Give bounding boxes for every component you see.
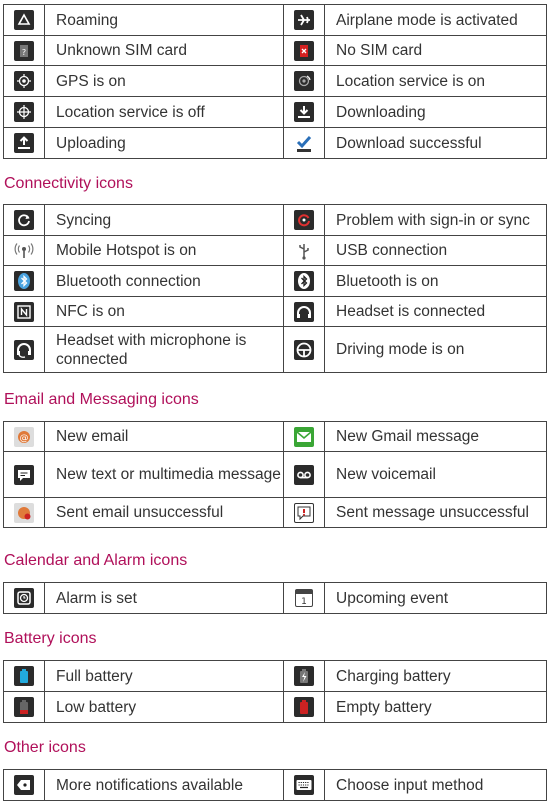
icon-description: New Gmail message — [325, 422, 547, 452]
icon-description: Roaming — [45, 5, 284, 36]
roaming-icon — [14, 10, 34, 30]
table-row — [4, 128, 547, 159]
driving-mode-icon — [294, 340, 314, 360]
table-row — [4, 583, 547, 614]
charging-battery-icon — [294, 666, 314, 686]
icon-description: Sent email unsuccessful — [45, 498, 284, 528]
table-row — [4, 498, 547, 528]
email-messaging-heading: Email and Messaging icons — [4, 391, 199, 408]
email-messaging-table — [3, 421, 547, 528]
icon-description: New email — [45, 422, 284, 452]
headset-icon — [294, 302, 314, 322]
gps-icon — [14, 71, 34, 91]
bluetooth-on-icon — [294, 271, 314, 291]
table-row — [4, 327, 547, 373]
other-heading: Other icons — [4, 739, 86, 756]
icon-description: Alarm is set — [45, 583, 284, 614]
svg-text:1: 1 — [301, 597, 307, 607]
calendar-icon — [295, 589, 313, 607]
status-icons-table — [3, 4, 547, 159]
icon-description: Unknown SIM card — [45, 36, 284, 66]
uploading-icon — [14, 133, 34, 153]
no-sim-icon — [294, 41, 314, 61]
table-row — [4, 297, 547, 327]
gmail-icon — [294, 427, 314, 447]
more-notifications-icon — [14, 775, 34, 795]
table-row — [4, 5, 547, 36]
calendar-alarm-heading: Calendar and Alarm icons — [4, 552, 188, 569]
icon-description: Headset is connected — [325, 297, 547, 327]
table-row — [4, 236, 547, 266]
location-off-icon — [14, 102, 34, 122]
downloading-icon — [294, 102, 314, 122]
table-row — [4, 692, 547, 723]
new-message-icon — [14, 465, 34, 485]
other-icons-table — [3, 769, 547, 801]
svg-text:?: ? — [21, 47, 27, 57]
connectivity-table — [3, 204, 547, 373]
table-row — [4, 770, 547, 801]
full-battery-icon — [14, 666, 34, 686]
icon-description: Location service is off — [45, 97, 284, 128]
sync-problem-icon — [294, 210, 314, 230]
new-email-icon — [14, 427, 34, 447]
icon-description: NFC is on — [45, 297, 284, 327]
icon-description: Location service is on — [325, 66, 547, 97]
headset-mic-icon — [14, 340, 34, 360]
empty-battery-icon — [294, 697, 314, 717]
icon-description: Choose input method — [325, 770, 547, 801]
table-row — [4, 266, 547, 297]
table-row — [4, 422, 547, 452]
airplane-icon — [294, 10, 314, 30]
icon-description: Charging battery — [325, 661, 547, 692]
icon-description: New text or multimedia message — [45, 452, 284, 498]
icon-description: USB connection — [325, 236, 547, 266]
icon-description: Empty battery — [325, 692, 547, 723]
usb-icon — [294, 241, 314, 261]
nfc-icon — [14, 302, 34, 322]
low-battery-icon — [14, 697, 34, 717]
icon-description: Upcoming event — [325, 583, 547, 614]
table-row — [4, 97, 547, 128]
icon-description: Airplane mode is activated — [325, 5, 547, 36]
table-row — [4, 205, 547, 236]
icon-description: No SIM card — [325, 36, 547, 66]
icon-description: Bluetooth connection — [45, 266, 284, 297]
icon-description: More notifications available — [45, 770, 284, 801]
svg-text:@: @ — [19, 433, 29, 443]
icon-description: Uploading — [45, 128, 284, 159]
icon-description: Problem with sign-in or sync — [325, 205, 547, 236]
mobile-hotspot-icon — [14, 241, 34, 261]
icon-description: New voicemail — [325, 452, 547, 498]
battery-table — [3, 660, 547, 723]
voicemail-icon — [294, 465, 314, 485]
icon-description: Low battery — [45, 692, 284, 723]
table-row — [4, 36, 547, 66]
icon-description: Headset with microphone is connected — [45, 327, 284, 373]
icon-description: Full battery — [45, 661, 284, 692]
alarm-icon — [14, 588, 34, 608]
icon-description: Download successful — [325, 128, 547, 159]
icon-description: Sent message unsuccessful — [325, 498, 547, 528]
calendar-alarm-table — [3, 582, 547, 614]
table-row — [4, 452, 547, 498]
icon-description: Driving mode is on — [325, 327, 547, 373]
icon-description: Mobile Hotspot is on — [45, 236, 284, 266]
email-failed-icon — [14, 503, 34, 523]
icon-description: GPS is on — [45, 66, 284, 97]
icon-description: Downloading — [325, 97, 547, 128]
connectivity-heading: Connectivity icons — [4, 175, 133, 192]
location-on-icon — [294, 71, 314, 91]
table-row — [4, 66, 547, 97]
icon-description: Syncing — [45, 205, 284, 236]
battery-heading: Battery icons — [4, 630, 97, 647]
table-row — [4, 661, 547, 692]
message-failed-icon — [294, 503, 314, 523]
syncing-icon — [14, 210, 34, 230]
keyboard-icon — [294, 775, 314, 795]
icon-description: Bluetooth is on — [325, 266, 547, 297]
bluetooth-connection-icon — [14, 271, 34, 291]
unknown-sim-icon — [14, 41, 34, 61]
download-success-icon — [294, 133, 314, 153]
